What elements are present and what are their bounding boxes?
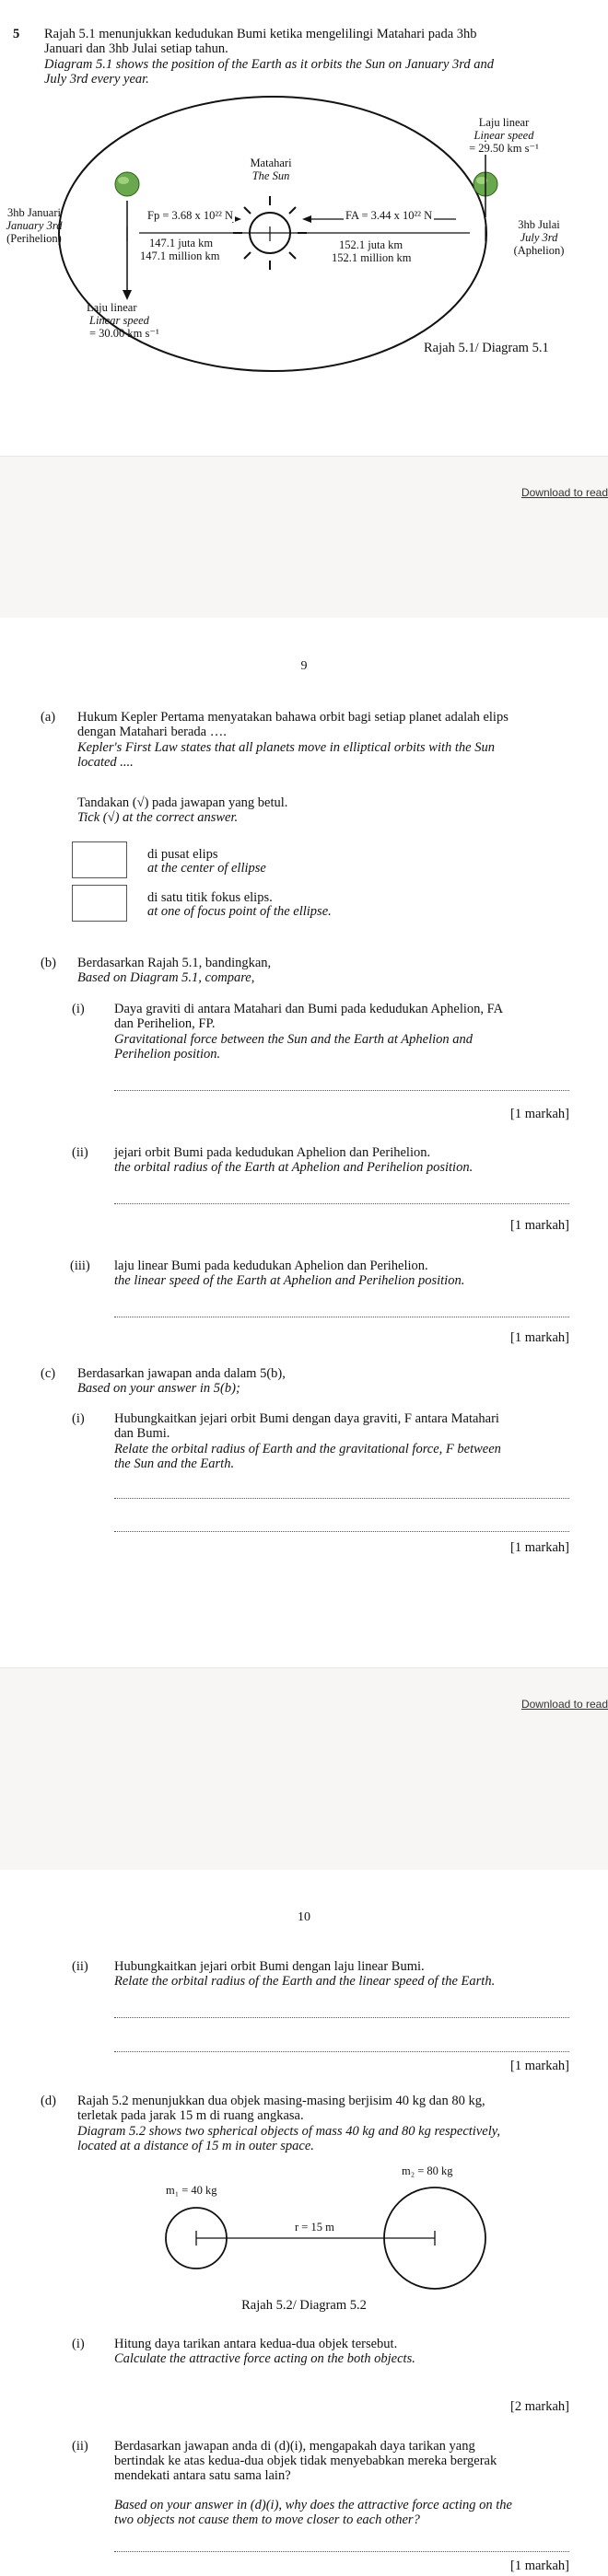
part-b-i-label: (i) <box>72 1002 85 1016</box>
tick-box-center[interactable] <box>72 841 127 878</box>
fp-label: Fp = 3.68 x 10²² N <box>147 209 234 222</box>
marks-label: [1 markah] <box>509 1218 569 1233</box>
download-link[interactable]: Download to read <box>520 486 608 499</box>
marks-label: [1 markah] <box>509 1330 569 1345</box>
part-d-ii-label: (ii) <box>72 2439 88 2454</box>
option1-ms: di pusat elips <box>147 847 218 862</box>
marks-label: [1 markah] <box>509 1540 569 1555</box>
part-b-iii-label: (iii) <box>70 1259 90 1273</box>
jul-label-en: July 3rd <box>520 231 558 244</box>
part-d-i-en: Calculate the attractive force acting on the both objects. <box>114 2351 415 2366</box>
part-c-ms: Berdasarkan jawapan anda dalam 5(b), <box>77 1366 286 1381</box>
earth-perihelion <box>115 172 139 196</box>
part-d-label: (d) <box>41 2094 56 2108</box>
page-number: 9 <box>300 659 308 673</box>
mass-2-label: m₂ = 80 kg <box>402 2164 453 2177</box>
earth-perihelion-highlight <box>118 177 129 184</box>
distance-label: r = 15 m <box>295 2221 334 2234</box>
answer-line[interactable] <box>114 1498 569 1499</box>
tick-instruction-ms: Tandakan (√) pada jawapan yang betul. <box>77 795 288 810</box>
part-c-i-label: (i) <box>72 1411 85 1426</box>
answer-line[interactable] <box>114 2551 569 2552</box>
right-distance-ms: 152.1 juta km <box>339 238 403 251</box>
part-b-i-ms-line1: Daya graviti di antara Matahari dan Bumi pada kedudukan Aphelion, FA <box>114 1002 504 1016</box>
page-top <box>0 0 608 456</box>
marks-label: [1 markah] <box>509 2059 569 2073</box>
part-a-ms-line1: Hukum Kepler Pertama menyatakan bahawa orbit bagi setiap planet adalah elips <box>77 710 509 725</box>
part-a-label: (a) <box>41 710 56 725</box>
speed-left-value: = 30.00 km s⁻¹ <box>89 327 159 340</box>
jan-label-ms: 3hb Januari <box>7 206 61 219</box>
part-b-ii-en: the orbital radius of the Earth at Aphelion and Perihelion position. <box>114 1160 474 1175</box>
diagram2-caption: Rajah 5.2/ Diagram 5.2 <box>241 2298 367 2313</box>
download-link[interactable]: Download to read <box>520 1698 608 1711</box>
sun-label-ms: Matahari <box>250 157 292 169</box>
page-separator <box>0 1667 608 1872</box>
part-d-ii-en-line2: two objects not cause them to move closer to each other? <box>114 2512 420 2527</box>
part-b-i-en-line2: Perihelion position. <box>114 1047 221 1062</box>
part-b-ms: Berdasarkan Rajah 5.1, bandingkan, <box>77 956 272 970</box>
fa-label: FA = 3.44 x 10²² N <box>345 209 433 222</box>
part-b-i-en-line1: Gravitational force between the Sun and the Earth at Aphelion and <box>114 1032 474 1047</box>
speed-right-ms: Laju linear <box>478 116 530 129</box>
mass-1-label: m₁ = 40 kg <box>166 2184 217 2197</box>
part-b-ii-ms: jejari orbit Bumi pada kedudukan Aphelion dan Perihelion. <box>114 1145 431 1160</box>
marks-label: [1 markah] <box>509 2559 569 2573</box>
aphelion-label: (Aphelion) <box>513 244 565 257</box>
sun-label-en: The Sun <box>251 169 290 182</box>
answer-line[interactable] <box>114 1203 569 1204</box>
page-10 <box>0 1870 608 2576</box>
answer-line[interactable] <box>114 1090 569 1091</box>
intro-ms-line2: Januari dan 3hb Julai setiap tahun. <box>44 41 228 56</box>
part-d-ii-ms-line3: mendekati antara satu sama lain? <box>114 2468 291 2483</box>
right-distance-en: 152.1 million km <box>332 251 412 264</box>
part-b-iii-en: the linear speed of the Earth at Aphelion and Perihelion position. <box>114 1273 465 1288</box>
part-c-i-en-line2: the Sun and the Earth. <box>114 1456 235 1471</box>
marks-label: [1 markah] <box>509 1107 569 1121</box>
part-a-en-line1: Kepler's First Law states that all planets move in elliptical orbits with the Sun <box>77 740 495 755</box>
part-d-ii-ms-line2: bertindak ke atas kedua-dua objek tidak menyebabkan mereka bergerak <box>114 2454 497 2468</box>
answer-line[interactable] <box>114 1531 569 1532</box>
part-c-en: Based on your answer in 5(b); <box>77 1381 240 1396</box>
option2-en: at one of focus point of the ellipse. <box>147 904 332 919</box>
part-d-ii-ms-line1: Berdasarkan jawapan anda di (d)(i), mengapakah daya tarikan yang <box>114 2439 475 2454</box>
speed-left-en: Linear speed <box>89 314 149 327</box>
part-d-i-ms: Hitung daya tarikan antara kedua-dua objek tersebut. <box>114 2337 398 2351</box>
part-b-iii-ms: laju linear Bumi pada kedudukan Aphelion dan Perihelion. <box>114 1259 428 1273</box>
question-number: 5 <box>13 27 20 41</box>
part-d-en-line2: located at a distance of 15 m in outer space. <box>77 2139 314 2153</box>
part-c-i-en-line1: Relate the orbital radius of Earth and the gravitational force, F between <box>114 1442 501 1456</box>
part-c-ii-label: (ii) <box>72 1959 88 1974</box>
part-b-en: Based on Diagram 5.1, compare, <box>77 970 255 985</box>
diagram1-caption: Rajah 5.1/ Diagram 5.1 <box>424 341 549 355</box>
intro-en-line1: Diagram 5.1 shows the position of the Earth as it orbits the Sun on January 3rd and <box>44 57 495 72</box>
part-d-ms-line1: Rajah 5.2 menunjukkan dua objek masing-masing berjisim 40 kg dan 80 kg, <box>77 2094 485 2108</box>
jan-label-en: January 3rd <box>6 219 63 232</box>
page-number: 10 <box>298 1910 310 1924</box>
part-d-i-label: (i) <box>72 2337 85 2351</box>
jul-label-ms: 3hb Julai <box>518 218 560 231</box>
left-distance-en: 147.1 million km <box>140 249 220 262</box>
part-a-ms-line2: dengan Matahari berada …. <box>77 725 227 739</box>
intro-ms-line1: Rajah 5.1 menunjukkan kedudukan Bumi ketika mengelilingi Matahari pada 3hb <box>44 27 477 41</box>
part-c-i-ms-line1: Hubungkaitkan jejari orbit Bumi dengan daya graviti, F antara Matahari <box>114 1411 499 1426</box>
page-9 <box>0 618 608 1667</box>
part-b-ii-label: (ii) <box>72 1145 88 1160</box>
option2-ms: di satu titik fokus elips. <box>147 890 273 905</box>
page-separator <box>0 456 608 619</box>
perihelion-label: (Perihelion) <box>6 232 62 245</box>
tick-instruction-en: Tick (√) at the correct answer. <box>77 810 239 825</box>
part-c-ii-en: Relate the orbital radius of the Earth and the linear speed of the Earth. <box>114 1974 496 1989</box>
tick-box-focus[interactable] <box>72 885 127 922</box>
part-d-ii-en-line1: Based on your answer in (d)(i), why does the attractive force acting on the <box>114 2498 512 2512</box>
speed-right-value: = 29.50 km s⁻¹ <box>453 142 555 155</box>
left-distance-ms: 147.1 juta km <box>149 237 214 249</box>
speed-left-ms: Laju linear <box>87 301 137 314</box>
part-b-label: (b) <box>41 956 56 970</box>
part-c-label: (c) <box>41 1366 56 1381</box>
option1-en: at the center of ellipse <box>147 861 266 876</box>
part-c-ii-ms: Hubungkaitkan jejari orbit Bumi dengan laju linear Bumi. <box>114 1959 425 1974</box>
part-d-ms-line2: terletak pada jarak 15 m di ruang angkasa. <box>77 2108 304 2123</box>
marks-label: [2 markah] <box>509 2399 569 2414</box>
intro-en-line2: July 3rd every year. <box>44 72 149 87</box>
part-b-i-ms-line2: dan Perihelion, FP. <box>114 1016 216 1031</box>
part-a-en-line2: located .... <box>77 755 134 770</box>
part-c-i-ms-line2: dan Bumi. <box>114 1426 170 1441</box>
part-d-en-line1: Diagram 5.2 shows two spherical objects of mass 40 kg and 80 kg respectively, <box>77 2124 500 2139</box>
speed-right-en: Linear speed <box>474 129 534 142</box>
